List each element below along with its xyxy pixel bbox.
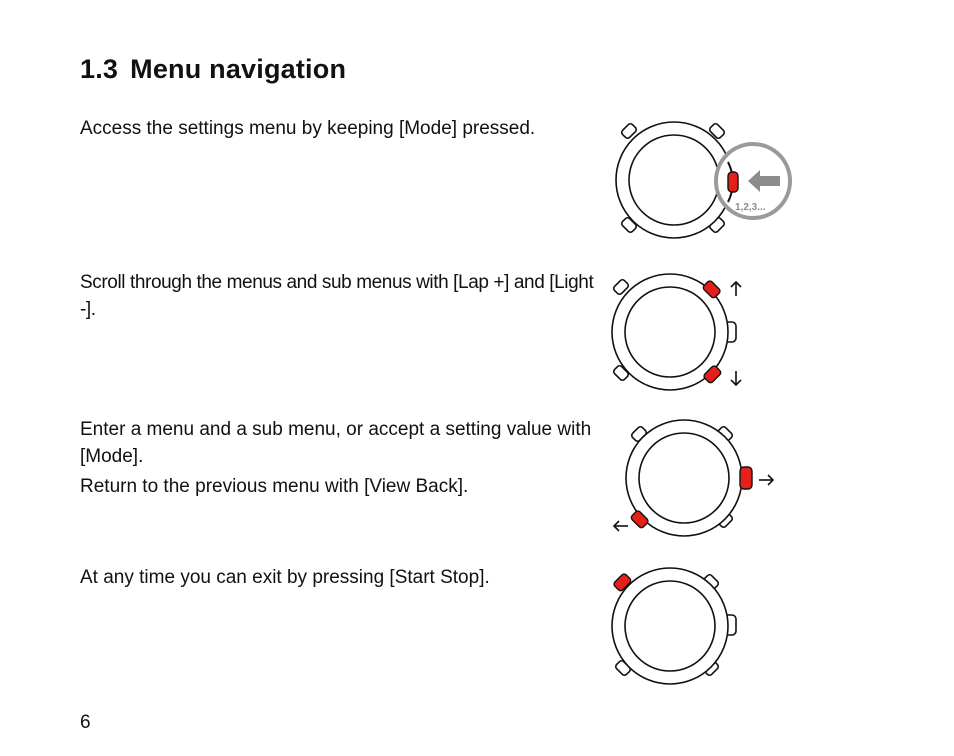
- instruction-return-menu: Return to the previous menu with [View Back].: [80, 476, 469, 497]
- instruction-enter-menu: Enter a menu and a sub menu, or accept a setting value with [Mode].: [80, 419, 592, 467]
- instruction-exit: At any time you can exit by pressing [Start Stop].: [80, 567, 490, 588]
- watch-icon-exit: [600, 562, 750, 688]
- zoom-callout: [716, 144, 790, 218]
- mode-button-highlight: [740, 467, 752, 489]
- arrow-down-icon: [731, 371, 741, 385]
- watch-icon-enter-back: [604, 416, 784, 542]
- section-number: 1.3: [80, 54, 119, 84]
- section-heading: [80, 54, 346, 85]
- watch-display: [625, 581, 715, 671]
- page-number: 6: [80, 712, 91, 733]
- arrow-up-icon: [731, 282, 741, 296]
- mode-button-highlight: [728, 172, 738, 192]
- watch-display: [625, 287, 715, 377]
- watch-display: [629, 135, 719, 225]
- section-title: Menu navigation: [130, 54, 347, 84]
- arrow-left-icon: [614, 521, 628, 531]
- arrow-right-icon: [759, 475, 773, 485]
- watch-icon-scroll: [600, 268, 760, 392]
- watch-icon-mode-press: [604, 118, 804, 244]
- watch-display: [639, 433, 729, 523]
- instruction-scroll-menus: Scroll through the menus and sub menus with [Lap +] and [Light -].: [80, 272, 594, 320]
- instruction-access-settings: Access the settings menu by keeping [Mode] pressed.: [80, 118, 536, 139]
- press-counter: 1,2,3...: [735, 202, 766, 213]
